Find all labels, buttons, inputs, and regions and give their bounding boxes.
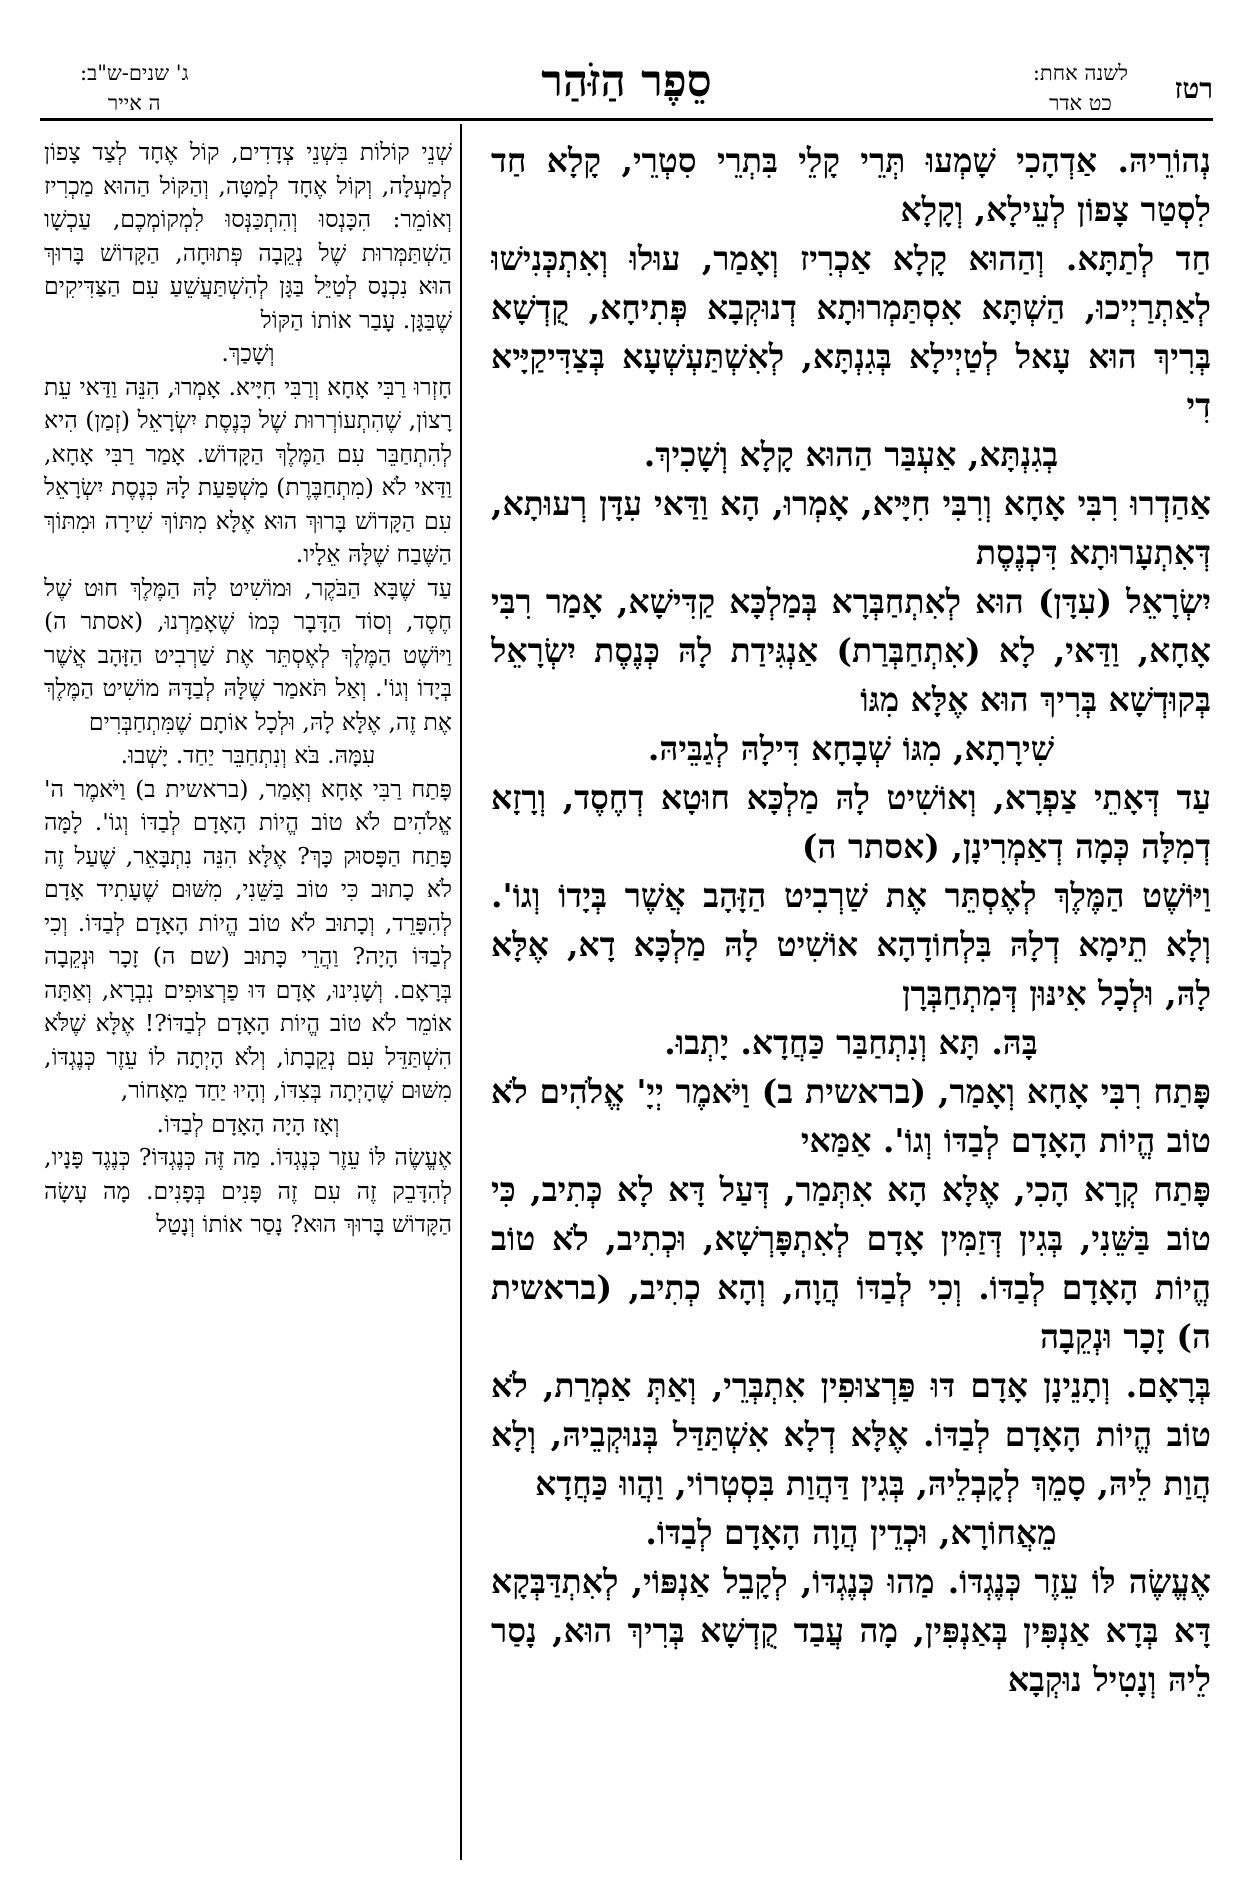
- main-paragraph: פָּתַח קְרָא הָכִי, אֶלָּא הָא אִתְּמַר, דְּעַל דָּא לָא כְּתִיב, כִּי טוֹב בַּשֵּׁנִי, בְּגִין דְּזַמִּין אָדָם לְאִתְפָּרְשָׁא, וּכְתִיב, לֹא טוֹב הֱיוֹת הָאָדָם לְבַדּוֹ. וְכִי לְבַדּוֹ הֲוָה, וְהָא כְתִיב, (בראשית ה) זָכָר וּנְקֵבָה: [491, 1170, 1211, 1356]
- study-schedule-three-years: [80, 58, 189, 118]
- aramaic-main-column: [491, 136, 1211, 1851]
- main-paragraph: פָּתַח רִבִּי אָחָא וְאָמַר, (בראשית ב) וַיֹּאמֶר יְיָ' אֱלֹהִים לֹא טוֹב הֱיוֹת הָאָדָם לְבַדּוֹ וְגוֹ'. אַמַּאי: [491, 1072, 1211, 1160]
- main-paragraph: בְּרָאָם. וְתָנֵינָן אָדָם דּוּ פַּרְצוּפִין אִתְבְּרֵי, וְאַתְּ אַמְרַת, לֹא טוֹב הֱיוֹת הָאָדָם לְבַדּוֹ. אֶלָּא דְלָא אִשְׁתַּדַּל בְּנוּקְבֵיהּ, וְלָא הֲוַת לֵיהּ, סָמֵךְ לְקָבְלֵיהּ, בְּגִין דַּהֲוַת בִּסְטְרוֹי, וַהֲווּ כַּחֲדָא: [491, 1366, 1211, 1503]
- main-paragraph: אַהַדְרוּ רִבִּי אָחָא וְרִבִּי חִיָּיא, אָמְרוּ, הָא וַדַּאי עִדָּן רְעוּתָא, דְּאִתְעָרוּתָא דִּכְנֶסֶת: [491, 484, 1211, 572]
- main-paragraph: בְגִנְתָּא, אַעְבַּר הַהוּא קָלָא וְשָׁכִיךְ.: [643, 435, 1059, 474]
- side-paragraph: אֶעֱשֶׂה לּוֹ עֵזֶר כְּנֶגְדּוֹ. מַה זֶּה כְּנֶגְדּוֹ? כְּנֶגֶד פָּנָיו, לְהִדָּבֵק זֶה עִם זֶה פָּנִים בְּפָנִים. מָה עָשָׂה הַקָּדוֹשׁ בָּרוּךְ הוּא? נָסַר אוֹתוֹ וְנָטַל: [44, 1143, 452, 1238]
- side-paragraph: עִמָּהּ. בֹּא וְנִתְחַבֵּר יַחַד. יָשְׁבוּ.: [120, 741, 376, 769]
- main-paragraph: מֵאֲחוֹרָא, וּכְדֵין הֲוָה הָאָדָם לְבַדּוֹ.: [645, 1513, 1057, 1552]
- main-paragraph: בָּהּ. תָּא וְנִתְחַבַּר כַּחֲדָא. יָתְבוּ.: [664, 1023, 1038, 1062]
- side-paragraph: וְאָז הָיָה הָאָדָם לְבַדּוֹ.: [156, 1109, 340, 1138]
- main-paragraph: וַיּוֹשֶׁט הַמֶּלֶךְ לְאֶסְתֵּר אֶת שַׁרְבִיט הַזָּהָב אֲשֶׁר בְּיָדוֹ וְגוֹ'. וְלָא תֵימָא דְלָהּ בִּלְחוֹדָהָא אוֹשִׁיט לָהּ מַלְכָּא דָא, אֶלָּא לָהּ, וּלְכָל אִינּוּן דְּמִתְחַבְּרָן: [491, 876, 1211, 1013]
- side-paragraph: וְשָׁכַךְ.: [221, 339, 275, 367]
- page-header: [40, 52, 1213, 122]
- schedule-date-one-year: כט אדר: [1049, 91, 1112, 115]
- schedule-label-one-year: לשנה אחת:: [1032, 61, 1128, 85]
- header-rule: [40, 118, 1213, 121]
- page-number: רטז: [1174, 72, 1213, 105]
- column-divider: [460, 124, 462, 1860]
- hebrew-translation-column: [44, 136, 452, 1851]
- schedule-date-three-years: ה אייר: [107, 91, 161, 115]
- side-paragraph: שְׁנֵי קוֹלוֹת בִּשְׁנֵי צְדָדִים, קוֹל אֶחָד לְצַד צָפוֹן לְמַעְלָה, וְקוֹל אֶחָד לְמַטָּה, וְהַקּוֹל הַהוּא מַכְרִיז וְאוֹמֵר: הִכָּנְסוּ וְהִתְכַּנְּסוּ לִמְקוֹמְכֶם, עַכְשָׁו הַשְׁתַּמְּרוּת שֶׁל נְקֵבָה פְּתוּחָה, הַקָּדוֹשׁ בָּרוּךְ הוּא נִכְנָס לְטַיֵּל בַּגָּן לְהִשְׁתַּעֲשֵׁעַ עִם הַצַּדִּיקִים שֶׁבַּגָּן. עָבַר אוֹתוֹ הַקּוֹל: [44, 138, 452, 334]
- side-paragraph: עַד שֶׁבָּא הַבֹּקֶר, וּמוֹשִׁיט לָהּ הַמֶּלֶךְ חוּט שֶׁל חֶסֶד, וְסוֹד הַדָּבָר כְּמוֹ שֶׁאָמַרְנוּ, (אסתר ה) וַיּוֹשֶׁט הַמֶּלֶךְ לְאֶסְתֵּר אֶת שַׁרְבִיט הַזָּהָב אֲשֶׁר בְּיָדוֹ וְגוֹ'. וְאַל תֹּאמַר שֶׁלָּהּ לְבַדָּהּ מוֹשִׁיט הַמֶּלֶךְ אֶת זֶה, אֶלָּא לָהּ, וּלְכָל אוֹתָם שֶׁמִּתְחַבְּרִים: [44, 573, 452, 736]
- main-paragraph: יִשְׂרָאֵל (עִדָּן) הוּא לְאִתְחַבְּרָא בְּמַלְכָּא קַדִּישָׁא, אָמַר רִבִּי אָחָא, וַדַּאי, לָא (אִתְחַבְּרַת) אַנְגִּידַת לָהּ כְּנֶסֶת יִשְׂרָאֵל בְּקוּדְשָׁא בְּרִיךְ הוּא אֶלָּא מִגּוֹ: [491, 582, 1211, 719]
- main-paragraph: חַד לְתַתָּא. וְהַהוּא קָלָא אַכְרִיז וְאָמַר, עוּלוּ וְאִתְכְּנִישׁוּ לְאַתְרַיְיכוּ, הַשְׁתָּא אִסְתַּמְרוּתָא דְנוּקְבָא פְּתִיחָא, קֻדְשָׁא בְּרִיךְ הוּא עָאל לְטַיְילָא בְּגִנְתָּא, לְאִשְׁתַּעְשְׁעָא בְּצַדִּיקַיָּיא דִי: [491, 239, 1211, 425]
- main-paragraph: עַד דְּאָתֵי צַפְרָא, וְאוֹשִׁיט לָהּ מַלְכָּא חוּטָא דְחֶסֶד, וְרָזָא דְמִלָּה כְּמָה דְאַמְרִינָן, (אסתר ה): [491, 778, 1211, 866]
- book-title: סֵפֶר הַזֹּהַר: [541, 56, 712, 107]
- schedule-label-three-years: ג' שנים-ש"ב:: [80, 61, 189, 85]
- side-paragraph: פָּתַח רַבִּי אָחָא וְאָמַר, (בראשית ב) וַיֹּאמֶר ה' אֱלֹהִים לֹא טוֹב הֱיוֹת הָאָדָם לְבַדּוֹ וְגוֹ'. לָמָּה פָּתַח הַפָּסוּק כָּךְ? אֶלָּא הִנֵּה נִתְבָּאֵר, שֶׁעַל זֶה לֹא כָתוּב כִּי טוֹב בַּשֵּׁנִי, מִשּׁוּם שֶׁעָתִיד אָדָם לְהִפָּרֵד, וְכָתוּב לֹא טוֹב הֱיוֹת הָאָדָם לְבַדּוֹ. וְכִי לְבַדּוֹ הָיָה? וַהֲרֵי כָּתוּב (שם ה) זָכָר וּנְקֵבָה בְּרָאָם. וְשָׁנִינוּ, אָדָם דּוּ פַרְצוּפִים נִבְרָא, וְאַתָּה אוֹמֵר לֹא טוֹב הֱיוֹת הָאָדָם לְבַדּוֹ?! אֶלָּא שֶׁלֹּא הִשְׁתַּדֵּל עִם נְקֵבָתוֹ, וְלֹא הָיְתָה לוֹ עֵזֶר כְּנֶגְדּוֹ, מִשּׁוּם שֶׁהָיְתָה בְּצִדּוֹ, וְהָיוּ יַחַד מֵאָחוֹר,: [44, 774, 452, 1104]
- main-paragraph: אֶעֱשֶׂה לּוֹ עֵזֶר כְּנֶגְדּוֹ. מַהוּ כְּנֶגְדּוֹ, לְקָבֵל אַנְפּוֹי, לְאִתְדַּבְּקָא דָּא בְּדָא אַנְפִּין בְּאַנְפִּין, מָה עֲבַד קֻדְשָׁא בְּרִיךְ הוּא, נָסַר לֵיהּ וְנָטִיל נוּקְבָא: [491, 1562, 1211, 1699]
- main-paragraph: נְהוֹרֵיהּ. אַדְהָכִי שָׁמְעוּ תְּרֵי קָלֵי בִּתְרֵי סִטְרֵי, קָלָא חַד לִסְטַר צָפוֹן לְעֵילָא, וְקָלָא: [491, 141, 1211, 229]
- main-paragraph: שִׁירָתָא, מִגּוֹ שְׁבָחָא דִּילָהּ לְגַבֵּיהּ.: [647, 729, 1055, 768]
- side-paragraph: חָזְרוּ רַבִּי אָחָא וְרַבִּי חִיָּיא. אָמְרוּ, הִנֵּה וַדַּאי עֵת רָצוֹן, שֶׁהִתְעוֹרְרוּת שֶׁל כְּנֶסֶת יִשְׂרָאֵל (זְמַן) הִיא לְהִתְחַבֵּר עִם הַמֶּלֶךְ הַקָּדוֹשׁ. אָמַר רַבִּי אָחָא, וַדַּאי לֹא (מִתְחַבֶּרֶת) מַשְׁפַּעַת לָהּ כְּנֶסֶת יִשְׂרָאֵל עִם הַקָּדוֹשׁ בָּרוּךְ הוּא אֶלָּא מִתּוֹךְ שִׁירָה וּמִתּוֹךְ הַשֶּׁבַח שֶׁלָּהּ אֵלָיו.: [44, 372, 452, 568]
